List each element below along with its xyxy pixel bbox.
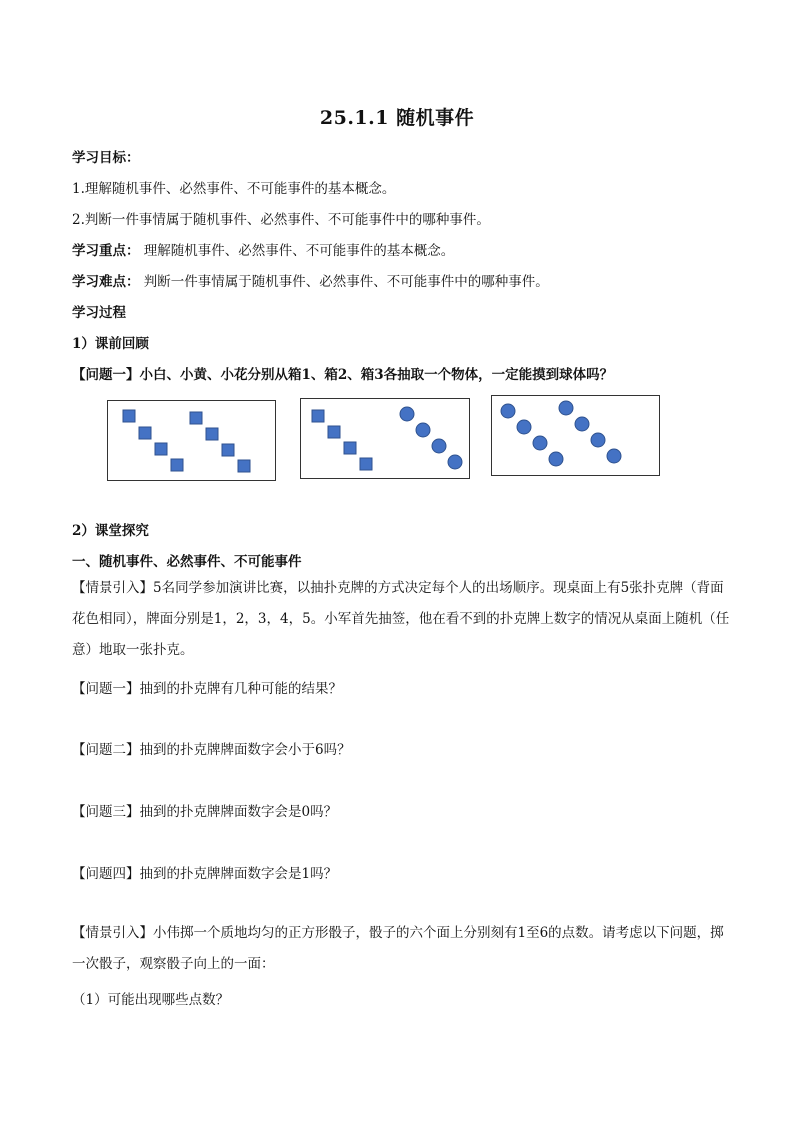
box-3-shapes [492, 396, 659, 475]
square-shape [155, 443, 167, 455]
sub-question-1: （1）可能出现哪些点数？ [72, 992, 230, 1008]
question-2: 【问题二】抽到的扑克牌牌面数字会小于6吗？ [72, 742, 351, 758]
circle-shape [501, 404, 515, 418]
objective-item-2: 2.判断一件事情属于随机事件、必然事件、不可能事件中的哪种事件。 [72, 212, 490, 228]
difficulty-label: 学习难点： [72, 274, 140, 290]
square-shape [171, 459, 183, 471]
square-shape [238, 460, 250, 472]
box-2-shapes [301, 399, 469, 478]
section1-heading: 1）课前回顾 [72, 336, 149, 352]
circle-shape [416, 423, 430, 437]
difficulty-line [72, 270, 549, 290]
circle-shape [549, 452, 563, 466]
circle-shape [517, 420, 531, 434]
circle-shape [575, 417, 589, 431]
scenario-1-paragraph: 【情景引入】5名同学参加演讲比赛，以抽扑克牌的方式决定每个人的出场顺序。现桌面上有5张扑克牌（背面花色相同），牌面分别是1，2，3，4，5。小军首先抽签，他在看不到的扑克牌上数字的情况从桌面上随机（任意）地取一张扑克。 [72, 580, 730, 658]
objectives-label: 学习目标： [72, 150, 140, 166]
question-3: 【问题三】抽到的扑克牌牌面数字会是0吗？ [72, 804, 338, 820]
circle-shape [591, 433, 605, 447]
square-shape [360, 458, 372, 470]
box-1 [107, 400, 276, 481]
section2-subheading: 一、随机事件、必然事件、不可能事件 [72, 554, 302, 570]
key-point-label: 学习重点： [72, 243, 140, 259]
question-4: 【问题四】抽到的扑克牌牌面数字会是1吗？ [72, 866, 338, 882]
key-point-line [72, 239, 454, 259]
page-title: 25.1.1 随机事件 [319, 107, 475, 129]
square-shape [344, 442, 356, 454]
question-1: 【问题一】抽到的扑克牌有几种可能的结果？ [72, 681, 342, 697]
circle-shape [448, 455, 462, 469]
key-point-text: 理解随机事件、必然事件、不可能事件的基本概念。 [143, 243, 455, 259]
objective-item-1: 1.理解随机事件、必然事件、不可能事件的基本概念。 [72, 181, 396, 197]
square-shape [312, 410, 324, 422]
circle-shape [400, 407, 414, 421]
box-1-shapes [108, 401, 275, 480]
circle-shape [559, 401, 573, 415]
box-3 [491, 395, 660, 476]
square-shape [222, 444, 234, 456]
section2-heading: 2）课堂探究 [72, 523, 149, 539]
circle-shape [607, 449, 621, 463]
difficulty-text: 判断一件事情属于随机事件、必然事件、不可能事件中的哪种事件。 [143, 274, 549, 290]
section1-question: 【问题一】小白、小黄、小花分别从箱1、箱2、箱3各抽取一个物体，一定能摸到球体吗？ [72, 367, 614, 383]
square-shape [190, 412, 202, 424]
process-label: 学习过程 [72, 305, 126, 321]
circle-shape [533, 436, 547, 450]
circle-shape [432, 439, 446, 453]
square-shape [139, 427, 151, 439]
square-shape [328, 426, 340, 438]
square-shape [123, 410, 135, 422]
scenario-2-paragraph: 【情景引入】小伟掷一个质地均匀的正方形骰子，骰子的六个面上分别刻有1至6的点数。请考虑以下问题，掷一次骰子，观察骰子向上的一面： [72, 925, 724, 972]
square-shape [206, 428, 218, 440]
box-2 [300, 398, 470, 479]
